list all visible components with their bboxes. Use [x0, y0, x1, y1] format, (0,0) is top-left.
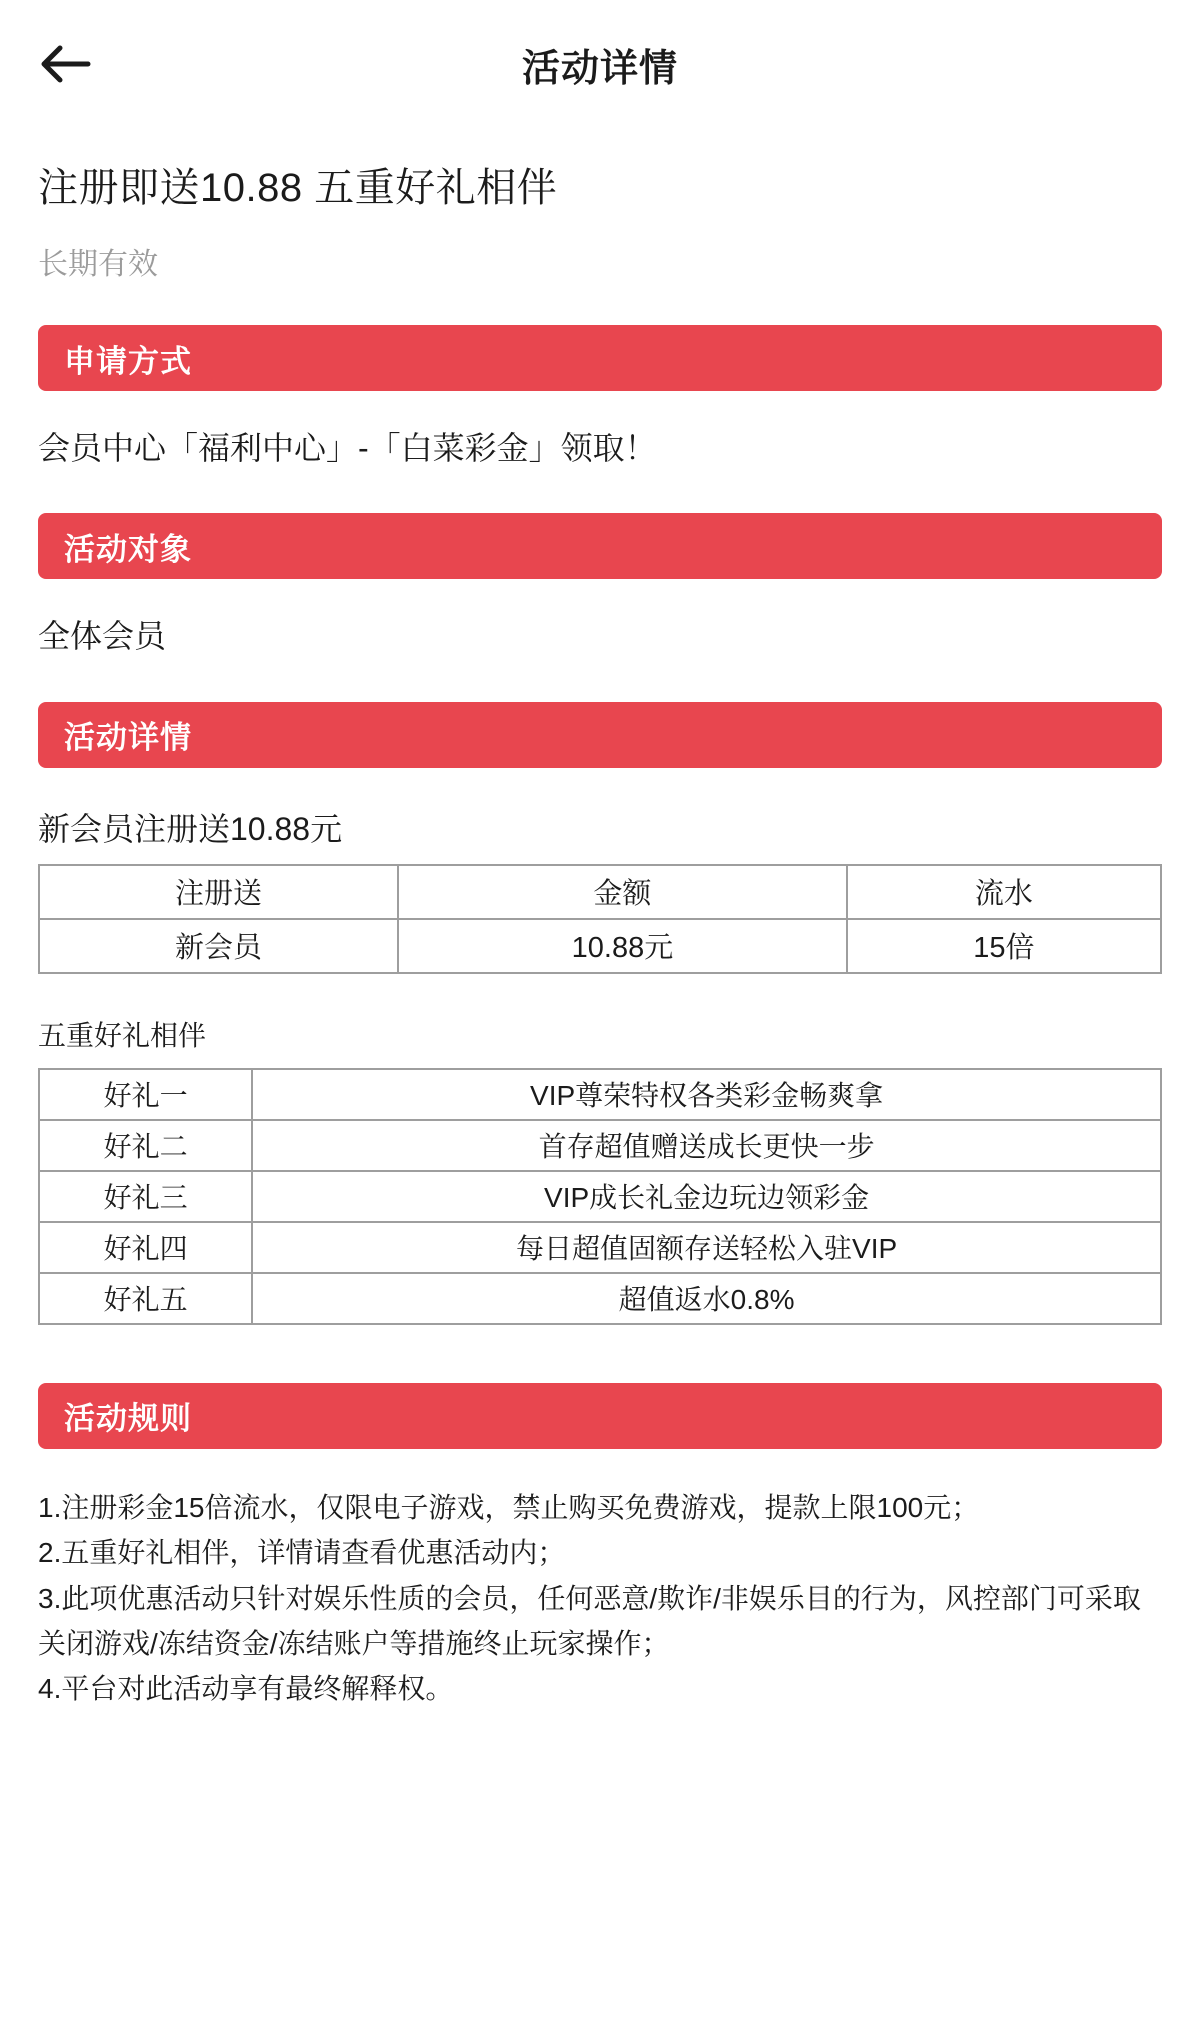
rule-item: 4.平台对此活动享有最终解释权。 — [38, 1673, 454, 1705]
table-col-header: 流水 — [847, 865, 1161, 919]
table-header-row — [39, 865, 1161, 919]
table-col-header: 金额 — [398, 865, 847, 919]
table-cell: 好礼二 — [39, 1120, 252, 1171]
table-cell: 10.88元 — [398, 919, 847, 973]
promotion-validity: 长期有效 — [38, 248, 158, 281]
apply-method-text: 会员中心「福利中心」-「白菜彩金」领取！ — [38, 430, 657, 466]
table-cell: 好礼五 — [39, 1273, 252, 1324]
table-row — [39, 1120, 1161, 1171]
table-cell: 超值返水0.8% — [252, 1273, 1161, 1324]
table-row — [39, 1171, 1161, 1222]
section-header-details-label: 活动详情 — [64, 720, 192, 756]
table-row — [39, 1222, 1161, 1273]
table-cell: 好礼四 — [39, 1222, 252, 1273]
section-header-details — [38, 702, 1162, 768]
audience-text: 全体会员 — [38, 618, 167, 655]
rules-list — [38, 1485, 1162, 1712]
table-cell: 首存超值赠送成长更快一步 — [252, 1120, 1161, 1171]
table-row — [39, 919, 1161, 973]
table-cell: VIP成长礼金边玩边领彩金 — [252, 1171, 1161, 1222]
amount-table-heading: 新会员注册送10.88元 — [38, 810, 343, 847]
amount-table — [38, 864, 1162, 974]
app-bar — [0, 0, 1200, 128]
table-cell: 新会员 — [39, 919, 398, 973]
table-col-header: 注册送 — [39, 865, 398, 919]
section-header-rules — [38, 1383, 1162, 1449]
page-content — [0, 156, 1200, 1772]
table-row — [39, 1069, 1161, 1120]
table-cell: 好礼三 — [39, 1171, 252, 1222]
table-cell: 好礼一 — [39, 1069, 252, 1120]
section-header-apply-method-label: 申请方式 — [64, 343, 192, 379]
table-cell: 每日超值固额存送轻松入驻VIP — [252, 1222, 1161, 1273]
section-header-audience — [38, 513, 1162, 579]
gifts-table-heading: 五重好礼相伴 — [38, 1019, 207, 1051]
rule-item: 2.五重好礼相伴，详情请查看优惠活动内； — [38, 1537, 566, 1569]
rule-item: 1.注册彩金15倍流水，仅限电子游戏，禁止购买免费游戏，提款上限100元； — [38, 1491, 980, 1523]
table-cell: 15倍 — [847, 919, 1161, 973]
page-title: 活动详情 — [521, 47, 678, 90]
back-button[interactable] — [30, 28, 102, 100]
section-header-apply-method — [38, 325, 1162, 391]
table-row — [39, 1273, 1161, 1324]
promotion-title: 注册即送10.88 五重好礼相伴 — [38, 166, 558, 210]
section-header-audience-label: 活动对象 — [64, 531, 192, 567]
rule-item: 3.此项优惠活动只针对娱乐性质的会员，任何恶意/欺诈/非娱乐目的行为，风控部门可采取关闭游戏/冻结资金/冻结账户等措施终止玩家操作； — [38, 1582, 1141, 1659]
arrow-left-icon — [38, 44, 94, 84]
gifts-table — [38, 1068, 1162, 1325]
section-header-rules-label: 活动规则 — [64, 1401, 192, 1437]
table-cell: VIP尊荣特权各类彩金畅爽拿 — [252, 1069, 1161, 1120]
